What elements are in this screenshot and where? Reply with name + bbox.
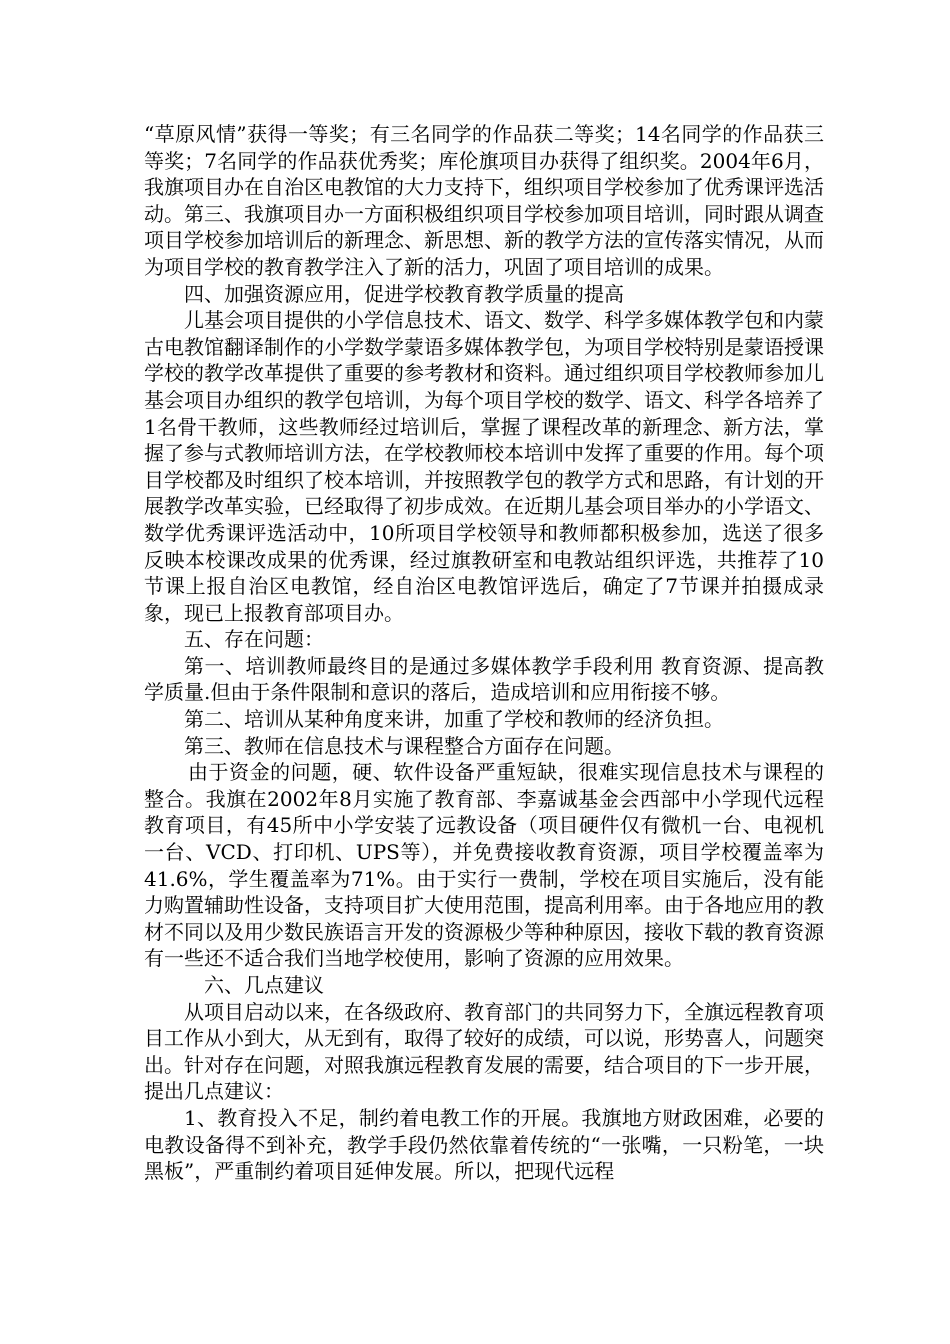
- section-heading-6: 六、几点建议: [204, 973, 324, 997]
- paragraph-problem-1: 第一、培训教师最终目的是通过多媒体教学手段利用 教育资源、提高教学质量.但由于条件限制和意识的落后，造成培训和应用衔接不够。: [144, 653, 824, 705]
- paragraph-suggestion-1: 1、教育投入不足，制约着电教工作的开展。我旗地方财政困难，必要的电教设备得不到补充，教学手段仍然依靠着传统的“一张嘴，一只粉笔，一块黑板”，严重制约着项目延伸发展。所以，把现代远程: [144, 1105, 824, 1184]
- paragraph-problem-2: 第二、培训从某种角度来讲，加重了学校和教师的经济负担。: [184, 707, 724, 732]
- paragraph-resources: 儿基会项目提供的小学信息技术、语文、数学、科学多媒体教学包和内蒙古电教馆翻译制作的小学数学蒙语多媒体教学包，为项目学校特别是蒙语授课学校的教学改革提供了重要的参考教材和资料。通过组织项目学校教师参加儿基会项目办组织的教学包培训，为每个项目学校的数学、语文、科学各培养了1名骨干教师，这些教师经过培训后，掌握了课程改革的新理念、新方法，掌握了参与式教师培训方法，在学校教师校本培训中发挥了重要的作用。每个项目学校都及时组织了校本培训，并按照教学包的教学方式和思路，有计划的开展教学改革实验，已经取得了初步成效。在近期儿基会项目举办的小学语文、数学优秀课评选活动中，10所项目学校领导和教师都积极参加，选送了很多反映本校课改成果的优秀课，经过旗教研室和电教站组织评选，共推荐了10节课上报自治区电教馆，经自治区电教馆评选后，确定了7节课并拍摄成录象，现已上报教育部项目办。: [144, 308, 824, 625]
- paragraph-awards: “草原风情”获得一等奖；有三名同学的作品获二等奖；14名同学的作品获三等奖；7名同学的作品获优秀奖；库伦旗项目办获得了组织奖。2004年6月，我旗项目办在自治区电教馆的大力支持下，组织项目学校参加了优秀课评选活动。第三、我旗项目办一方面积极组织项目学校参加项目培训，同时跟从调查项目学校参加培训后的新理念、新思想、新的教学方法的宣传落实情况，从而为项目学校的教育教学注入了新的活力，巩固了项目培训的成果。: [144, 122, 824, 279]
- paragraph-problem-3: 第三、教师在信息技术与课程整合方面存在问题。: [184, 733, 624, 758]
- section-heading-5: 五、存在问题：: [184, 627, 324, 652]
- paragraph-progress: 从项目启动以来，在各级政府、教育部门的共同努力下，全旗远程教育项目工作从小到大，从无到有，取得了较好的成绩，可以说，形势喜人，问题突出。针对存在问题，对照我旗远程教育发展的需要，结合项目的下一步开展，提出几点建议：: [144, 999, 824, 1104]
- document-body: [144, 121, 824, 1185]
- paragraph-funding: 由于资金的问题，硬、软件设备严重短缺，很难实现信息技术与课程的整合。我旗在2002年8月实施了教育部、李嘉诚基金会西部中小学现代远程教育项目，有45所中小学安装了远教设备（项目硬件仅有微机一台、电视机一台、VCD、打印机、UPS等），并免费接收教育资源，项目学校覆盖率为41.6%，学生覆盖率为71%。由于实行一费制，学校在项目实施后，没有能力购置辅助性设备，支持项目扩大使用范围，提高利用率。由于各地应用的教材不同以及用少数民族语言开发的资源极少等种种原因，接收下载的教育资源有一些还不适合我们当地学校使用，影响了资源的应用效果。: [144, 760, 824, 971]
- section-heading-4: 四、加强资源应用，促进学校教育教学质量的提高: [184, 281, 624, 306]
